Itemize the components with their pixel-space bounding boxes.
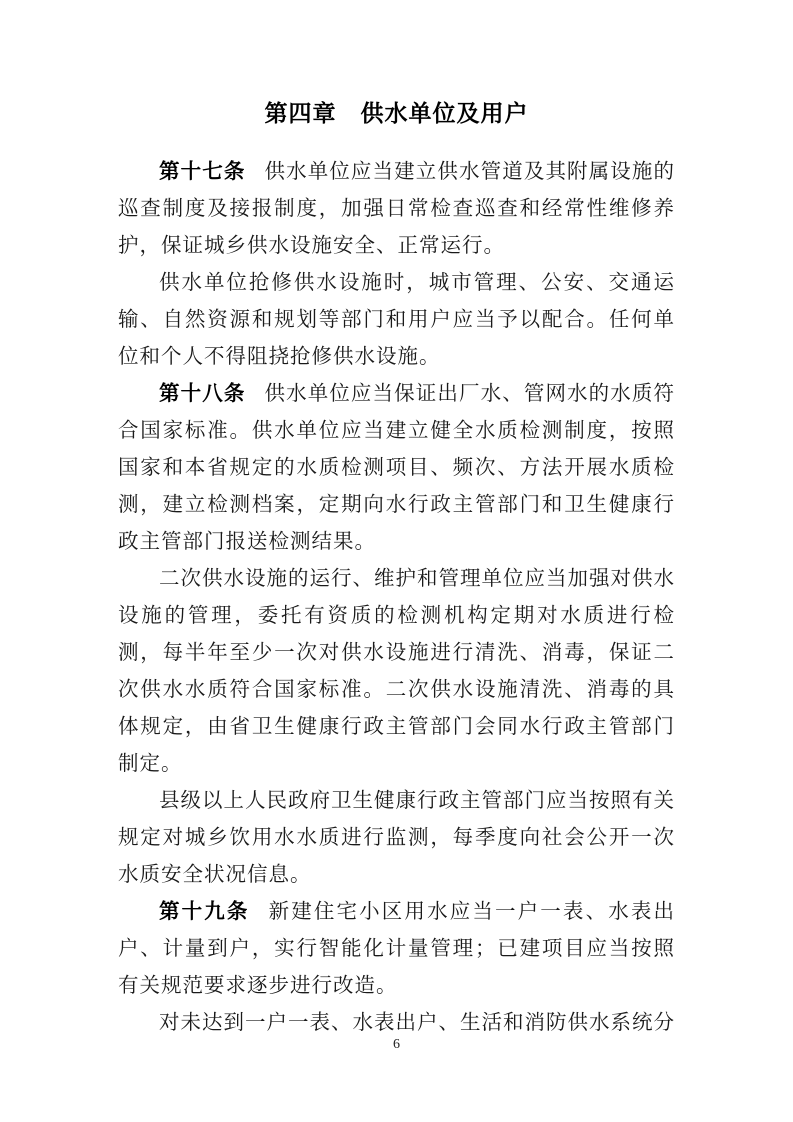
paragraph-article-17: [118, 154, 675, 265]
paragraph-article-19: [118, 894, 675, 1005]
page-number: 6: [393, 1037, 400, 1052]
paragraph-text: 二次供水设施的运行、维护和管理单位应当加强对供水设施的管理，委托有资质的检测机构定期对水质进行检测，每半年至少一次对供水设施进行清洗、消毒，保证二次供水水质符合国家标准。二次供水设施清洗、消毒的具体规定，由省卫生健康行政主管部门会同水行政主管部门制定。: [118, 568, 675, 775]
article-17-lead: 第十七条: [159, 161, 246, 183]
paragraph: [118, 561, 675, 783]
paragraph: [118, 265, 675, 376]
paragraph: [118, 783, 675, 894]
chapter-heading: 第四章 供水单位及用户: [264, 100, 529, 126]
paragraph-text: 对未达到一户一表、水表出户、生活和消防供水系统分: [159, 1012, 675, 1034]
article-19-lead: 第十九条: [159, 901, 250, 923]
article-18-lead: 第十八条: [159, 383, 246, 405]
document-content: [118, 96, 675, 1042]
paragraph-text: 供水单位应当保证出厂水、管网水的水质符合国家标准。供水单位应当建立健全水质检测制度，按照国家和本省规定的水质检测项目、频次、方法开展水质检测，建立检测档案，定期向水行政主管部门和卫生健康行政主管部门报送检测结果。: [118, 383, 676, 553]
paragraph-text: 供水单位抢修供水设施时，城市管理、公安、交通运输、自然资源和规划等部门和用户应当予以配合。任何单位和个人不得阻挠抢修供水设施。: [118, 272, 675, 368]
paragraph-article-18: [118, 376, 675, 561]
paragraph-text: 新建住宅小区用水应当一户一表、水表出户、计量到户，实行智能化计量管理；已建项目应当按照有关规范要求逐步进行改造。: [118, 901, 676, 997]
paragraph-text: 县级以上人民政府卫生健康行政主管部门应当按照有关规定对城乡饮用水水质进行监测，每季度向社会公开一次水质安全状况信息。: [118, 790, 675, 886]
paragraph-text: 供水单位应当建立供水管道及其附属设施的巡查制度及接报制度，加强日常检查巡查和经常性维修养护，保证城乡供水设施安全、正常运行。: [118, 161, 676, 257]
